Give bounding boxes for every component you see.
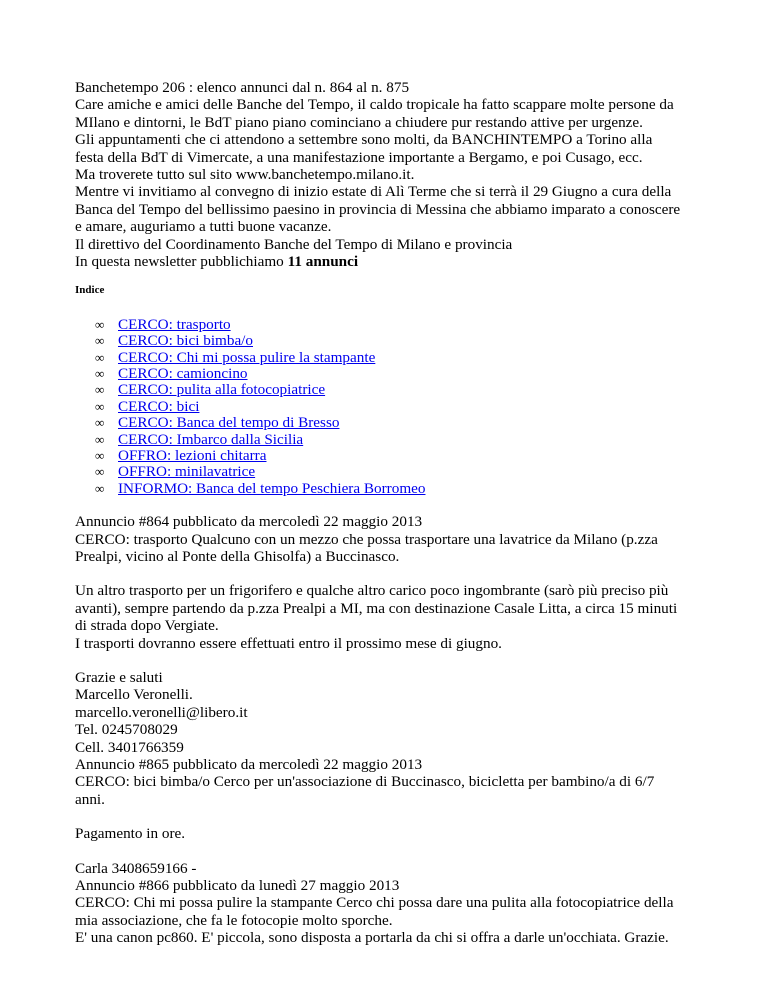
index-item: [95, 463, 708, 479]
ad-header: Annuncio #865 pubblicato da mercoledì 22 maggio 2013: [75, 756, 423, 774]
intro-line: Care amiche e amici delle Banche del Tempo, il caldo tropicale ha fatto scappare molte persone da: [75, 96, 674, 114]
ad-866: [75, 877, 708, 947]
infinity-bullet-icon: ∞: [95, 464, 105, 480]
infinity-bullet-icon: ∞: [95, 333, 105, 349]
contact-line: Carla 3408659166 -: [75, 859, 197, 877]
index-link[interactable]: OFFRO: lezioni chitarra: [118, 447, 267, 464]
infinity-bullet-icon: ∞: [95, 415, 105, 431]
index-list: [75, 316, 708, 496]
ad-text-line: Pagamento in ore.: [75, 825, 186, 843]
newsletter-title: Banchetempo 206 : elenco annunci dal n. 864 al n. 875: [75, 79, 410, 96]
infinity-bullet-icon: ∞: [95, 398, 105, 414]
index-item: [95, 365, 708, 381]
index-link[interactable]: CERCO: camioncino: [118, 365, 248, 383]
ad-text-line: avanti), sempre partendo da p.zza Prealpi a MI, ma con destinazione Casale Litta, a circa 15 minuti: [75, 599, 678, 617]
intro-line: festa della BdT di Vimercate, a una manifestazione importante a Bergamo, e poi Cusago, ecc.: [75, 148, 643, 166]
ad-text-line: anni.: [75, 790, 105, 808]
index-item: [95, 381, 708, 397]
intro-line: Ma troverete tutto sul sito www.banchetempo.milano.it.: [75, 166, 415, 184]
ad-text-line: Grazie e saluti: [75, 669, 163, 687]
ad-text-line: E' una canon pc860. E' piccola, sono disposta a portarla da chi si offra a darle un'occhiata. Grazie.: [75, 929, 669, 947]
intro-section: [75, 79, 708, 270]
index-link[interactable]: CERCO: bici: [118, 397, 200, 415]
spacer: [75, 808, 708, 825]
index-link[interactable]: CERCO: pulita alla fotocopiatrice: [118, 381, 326, 399]
ad-text-line: di strada dopo Vergiate.: [75, 617, 219, 635]
ad-text-line: CERCO: trasporto Qualcuno con un mezzo che possa trasportare una lavatrice da Milano (p.zza: [75, 530, 658, 548]
index-item: [95, 316, 708, 332]
ad-text-line: I trasporti dovranno essere effettuati entro il prossimo mese di giugno.: [75, 634, 502, 652]
index-title: Indice: [75, 284, 105, 297]
summary-count: 11 annunci: [287, 253, 359, 271]
index-link[interactable]: OFFRO: minilavatrice: [118, 463, 256, 481]
intro-line: e amare, auguriamo a tutti buone vacanze.: [75, 218, 332, 236]
intro-line: Gli appuntamenti che ci attendono a settembre sono molti, da BANCHINTEMPO a Torino alla: [75, 131, 653, 149]
ad-864: [75, 513, 708, 756]
spacer: [75, 496, 708, 513]
infinity-bullet-icon: ∞: [95, 349, 105, 365]
index-item: [95, 349, 708, 365]
spacer: [75, 652, 708, 669]
intro-line: MIlano e dintorni, le BdT piano piano cominciano a chiudere pur restando attive per urgenze.: [75, 113, 643, 131]
intro-signature: Il direttivo del Coordinamento Banche del Tempo di Milano e provincia: [75, 235, 513, 253]
intro-line: Mentre vi invitiamo al convegno di inizio estate di Alì Terme che si terrà il 29 Giugno a cura della: [75, 183, 672, 201]
ad-text-line: CERCO: bici bimba/o Cerco per un'associazione di Buccinasco, bicicletta per bambino/a di 6/7: [75, 773, 655, 791]
infinity-bullet-icon: ∞: [95, 316, 105, 332]
ad-header: Annuncio #864 pubblicato da mercoledì 22 maggio 2013: [75, 513, 423, 531]
summary-prefix: In questa newsletter pubblichiamo: [75, 253, 288, 271]
spacer: [75, 565, 708, 582]
index-item: [95, 480, 708, 496]
ad-text-line: Un altro trasporto per un frigorifero e qualche altro carico poco ingombrante (sarò più preciso più: [75, 582, 669, 600]
contact-email: marcello.veronelli@libero.it: [75, 703, 248, 721]
index-link[interactable]: CERCO: Imbarco dalla Sicilia: [118, 430, 304, 448]
ad-text-line: Prealpi, vicino al Ponte della Ghisolfa) a Buccinasco.: [75, 547, 400, 565]
intro-line: Banca del Tempo del bellissimo paesino in provincia di Messina che abbiamo imparato a conoscere: [75, 200, 681, 218]
infinity-bullet-icon: ∞: [95, 448, 105, 463]
index-item: [95, 447, 708, 463]
infinity-bullet-icon: ∞: [95, 366, 105, 382]
index-item: [95, 332, 708, 348]
ad-865: [75, 756, 708, 877]
index-item: [95, 431, 708, 447]
index-link[interactable]: CERCO: trasporto: [118, 315, 231, 333]
index-link[interactable]: CERCO: Banca del tempo di Bresso: [118, 414, 340, 432]
index-item: [95, 398, 708, 414]
infinity-bullet-icon: ∞: [95, 382, 105, 398]
index-link[interactable]: CERCO: Chi mi possa pulire la stampante: [118, 348, 376, 366]
ad-text-line: mia associazione, che fa le fotocopie molto sporche.: [75, 911, 393, 929]
index-item: [95, 414, 708, 430]
contact-phone: Tel. 0245708029: [75, 721, 178, 739]
index-link[interactable]: INFORMO: Banca del tempo Peschiera Borromeo: [118, 479, 426, 497]
contact-mobile: Cell. 3401766359: [75, 738, 184, 756]
intro-summary: [75, 253, 708, 270]
contact-name: Marcello Veronelli.: [75, 686, 193, 704]
spacer: [75, 843, 708, 860]
infinity-bullet-icon: ∞: [95, 480, 105, 496]
infinity-bullet-icon: ∞: [95, 431, 105, 447]
ad-text-line: CERCO: Chi mi possa pulire la stampante Cerco chi possa dare una pulita alla fotocopiatrice della: [75, 894, 674, 912]
index-link[interactable]: CERCO: bici bimba/o: [118, 332, 253, 350]
ad-header: Annuncio #866 pubblicato da lunedì 27 maggio 2013: [75, 877, 400, 895]
